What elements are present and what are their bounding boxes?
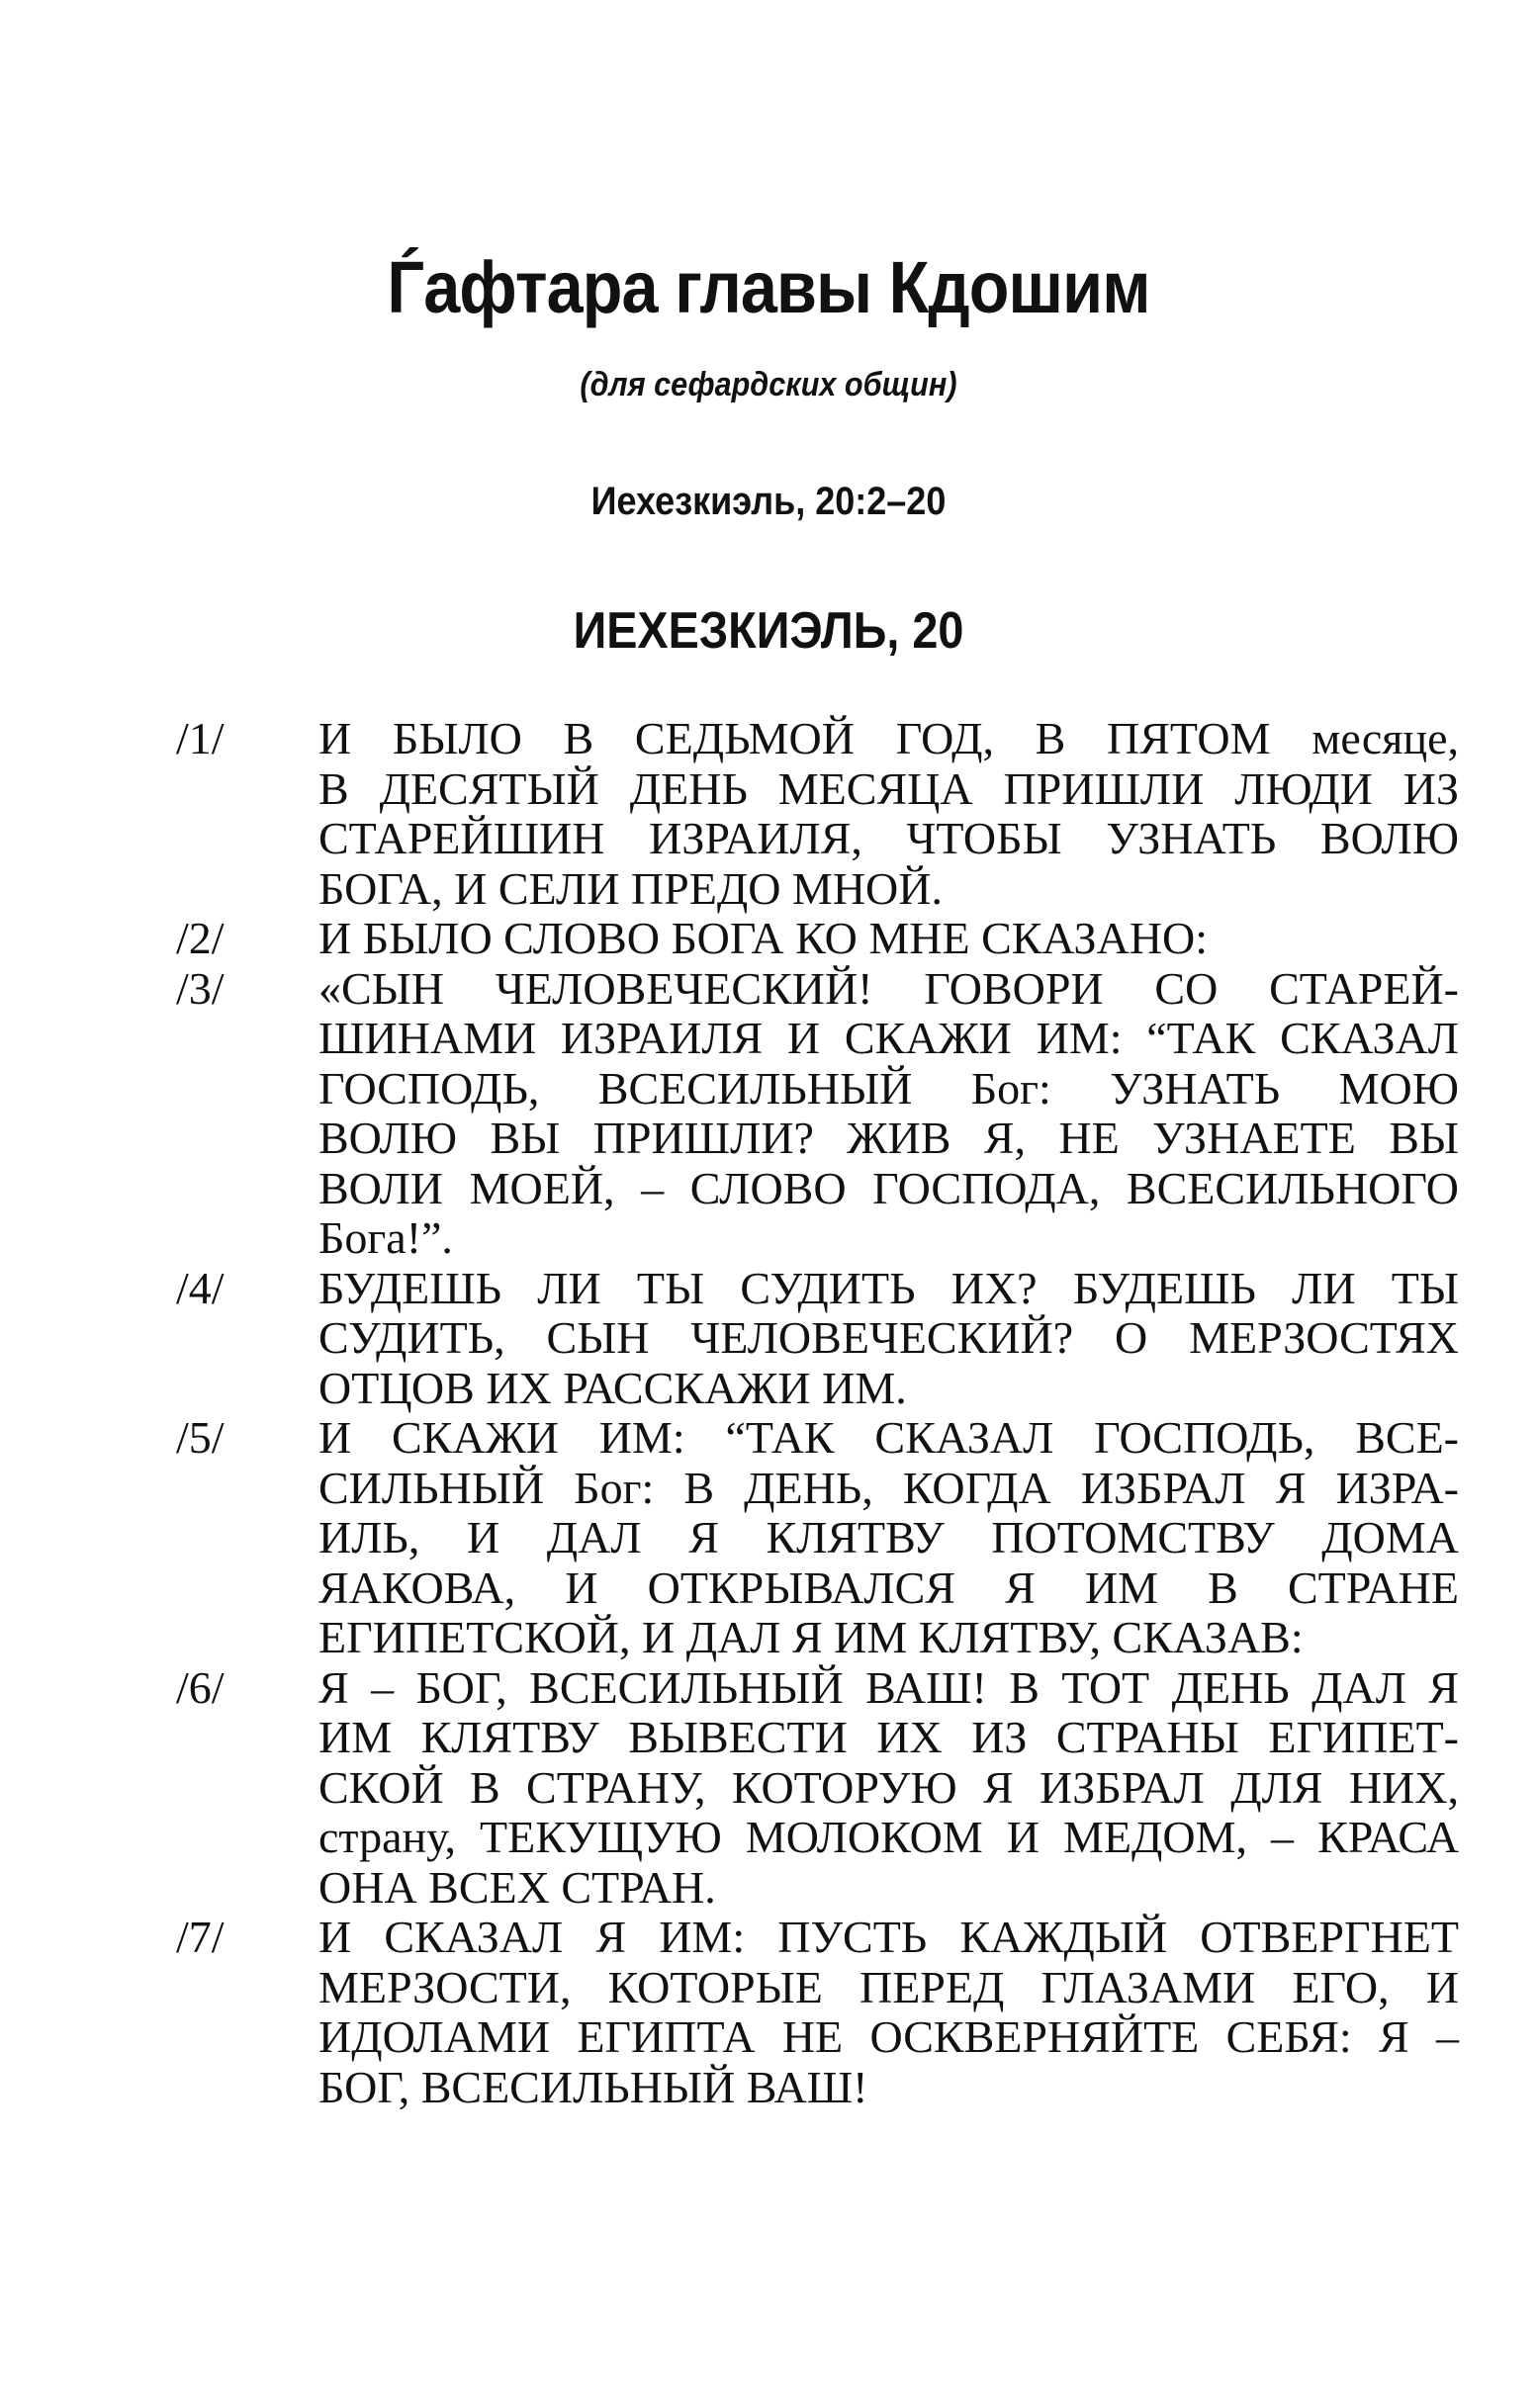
verse-line: И СКАЗАЛ Я ИМ: ПУСТЬ КАЖДЫЙ ОТВЕРГНЕТ <box>318 1912 1459 1962</box>
verse-number: /5/ <box>176 1412 225 1463</box>
verse-number: /1/ <box>176 713 225 763</box>
verse <box>176 714 1462 914</box>
verse-number: /4/ <box>176 1262 225 1313</box>
verse-number: /7/ <box>176 1912 225 1962</box>
section-heading: ИЕХЕЗКИЭЛЬ, 20 <box>573 602 964 660</box>
verse-line: СКОЙ В СТРАНУ, КОТОРУЮ Я ИЗБРАЛ ДЛЯ НИХ, <box>318 1761 1459 1813</box>
page-title: Ѓафтара главы Кдошим <box>387 246 1150 328</box>
verse-line: И БЫЛО СЛОВО БОГА КО МНЕ СКАЗАНО: <box>318 913 1209 963</box>
verse-line: МЕРЗОСТИ, КОТОРЫЕ ПЕРЕД ГЛАЗАМИ ЕГО, И <box>318 1961 1459 2012</box>
verse <box>176 1264 1462 1414</box>
verse-line: ШИНАМИ ИЗРАИЛЯ И СКАЖИ ИМ: “ТАК СКАЗАЛ <box>318 1013 1459 1063</box>
verse-line: Я – БОГ, ВСЕСИЛЬНЫЙ ВАШ! В ТОТ ДЕНЬ ДАЛ Я <box>318 1661 1459 1713</box>
verse-text <box>318 714 1459 914</box>
verse-line: ЕГИПЕТСКОЙ, И ДАЛ Я ИМ КЛЯТВУ, СКАЗАВ: <box>318 1612 1304 1662</box>
verse-number: /2/ <box>176 913 225 963</box>
verse-line: БОГ, ВСЕСИЛЬНЫЙ ВАШ! <box>318 2061 868 2112</box>
verse-line: ВОЛИ МОЕЙ, – СЛОВО ГОСПОДА, ВСЕСИЛЬНОГО <box>318 1162 1459 1213</box>
verse-line: И СКАЖИ ИМ: “ТАК СКАЗАЛ ГОСПОДЬ, ВСЕ- <box>318 1412 1459 1463</box>
scripture-reference: Иехезкиэль, 20:2–20 <box>590 480 947 523</box>
verse <box>176 1663 1462 1914</box>
verse <box>176 914 1462 964</box>
verse-text <box>318 1413 1459 1663</box>
verse-line: ЯАКОВА, И ОТКРЫВАЛСЯ Я ИМ В СТРАНЕ <box>318 1561 1459 1613</box>
verse-line: СУДИТЬ, СЫН ЧЕЛОВЕЧЕСКИЙ? О МЕРЗОСТЯХ <box>318 1312 1459 1363</box>
page-subtitle: (для сефардских общин) <box>580 366 957 403</box>
verse-text <box>318 1264 1459 1414</box>
verse-list <box>176 714 1462 2112</box>
verse-line: «СЫН ЧЕЛОВЕЧЕСКИЙ! ГОВОРИ СО СТАРЕЙ- <box>318 962 1459 1014</box>
verse-line: СТАРЕЙШИН ИЗРАИЛЯ, ЧТОБЫ УЗНАТЬ ВОЛЮ <box>318 813 1459 863</box>
verse-line: ИЛЬ, И ДАЛ Я КЛЯТВУ ПОТОМСТВУ ДОМА <box>318 1512 1459 1562</box>
verse-text <box>318 1663 1459 1914</box>
verse <box>176 964 1462 1264</box>
verse-line: ОТЦОВ ИХ РАССКАЖИ ИМ. <box>318 1362 907 1413</box>
verse-text <box>318 964 1459 1264</box>
verse-line: страну, ТЕКУЩУЮ МОЛОКОМ И МЕДОМ, – КРАСА <box>318 1812 1459 1862</box>
verse-line: В ДЕСЯТЫЙ ДЕНЬ МЕСЯЦА ПРИШЛИ ЛЮДИ ИЗ <box>318 762 1459 814</box>
verse-number: /6/ <box>176 1661 225 1713</box>
verse-line: БУДЕШЬ ЛИ ТЫ СУДИТЬ ИХ? БУДЕШЬ ЛИ ТЫ <box>318 1262 1459 1313</box>
verse-line: БОГА, И СЕЛИ ПРЕДО МНОЙ. <box>318 862 943 914</box>
verse <box>176 1913 1462 2112</box>
verse-line: СИЛЬНЫЙ Бог: В ДЕНЬ, КОГДА ИЗБРАЛ Я ИЗРА- <box>318 1462 1459 1513</box>
verse-line: Бога!”. <box>318 1212 453 1263</box>
verse-line: ВОЛЮ ВЫ ПРИШЛИ? ЖИВ Я, НЕ УЗНАЕТЕ ВЫ <box>318 1113 1459 1163</box>
verse-line: ОНА ВСЕХ СТРАН. <box>318 1861 716 1913</box>
verse-line: И БЫЛО В СЕДЬМОЙ ГОД, В ПЯТОМ месяце, <box>318 713 1459 763</box>
verse-line: ГОСПОДЬ, ВСЕСИЛЬНЫЙ Бог: УЗНАТЬ МОЮ <box>318 1062 1459 1114</box>
verse <box>176 1413 1462 1663</box>
verse-line: ИМ КЛЯТВУ ВЫВЕСТИ ИХ ИЗ СТРАНЫ ЕГИПЕТ- <box>318 1712 1459 1762</box>
verse-line: ИДОЛАМИ ЕГИПТА НЕ ОСКВЕРНЯЙТЕ СЕБЯ: Я – <box>318 2011 1459 2062</box>
verse-text <box>318 1913 1459 2112</box>
verse-number: /3/ <box>176 962 225 1014</box>
verse-text <box>318 914 1459 964</box>
